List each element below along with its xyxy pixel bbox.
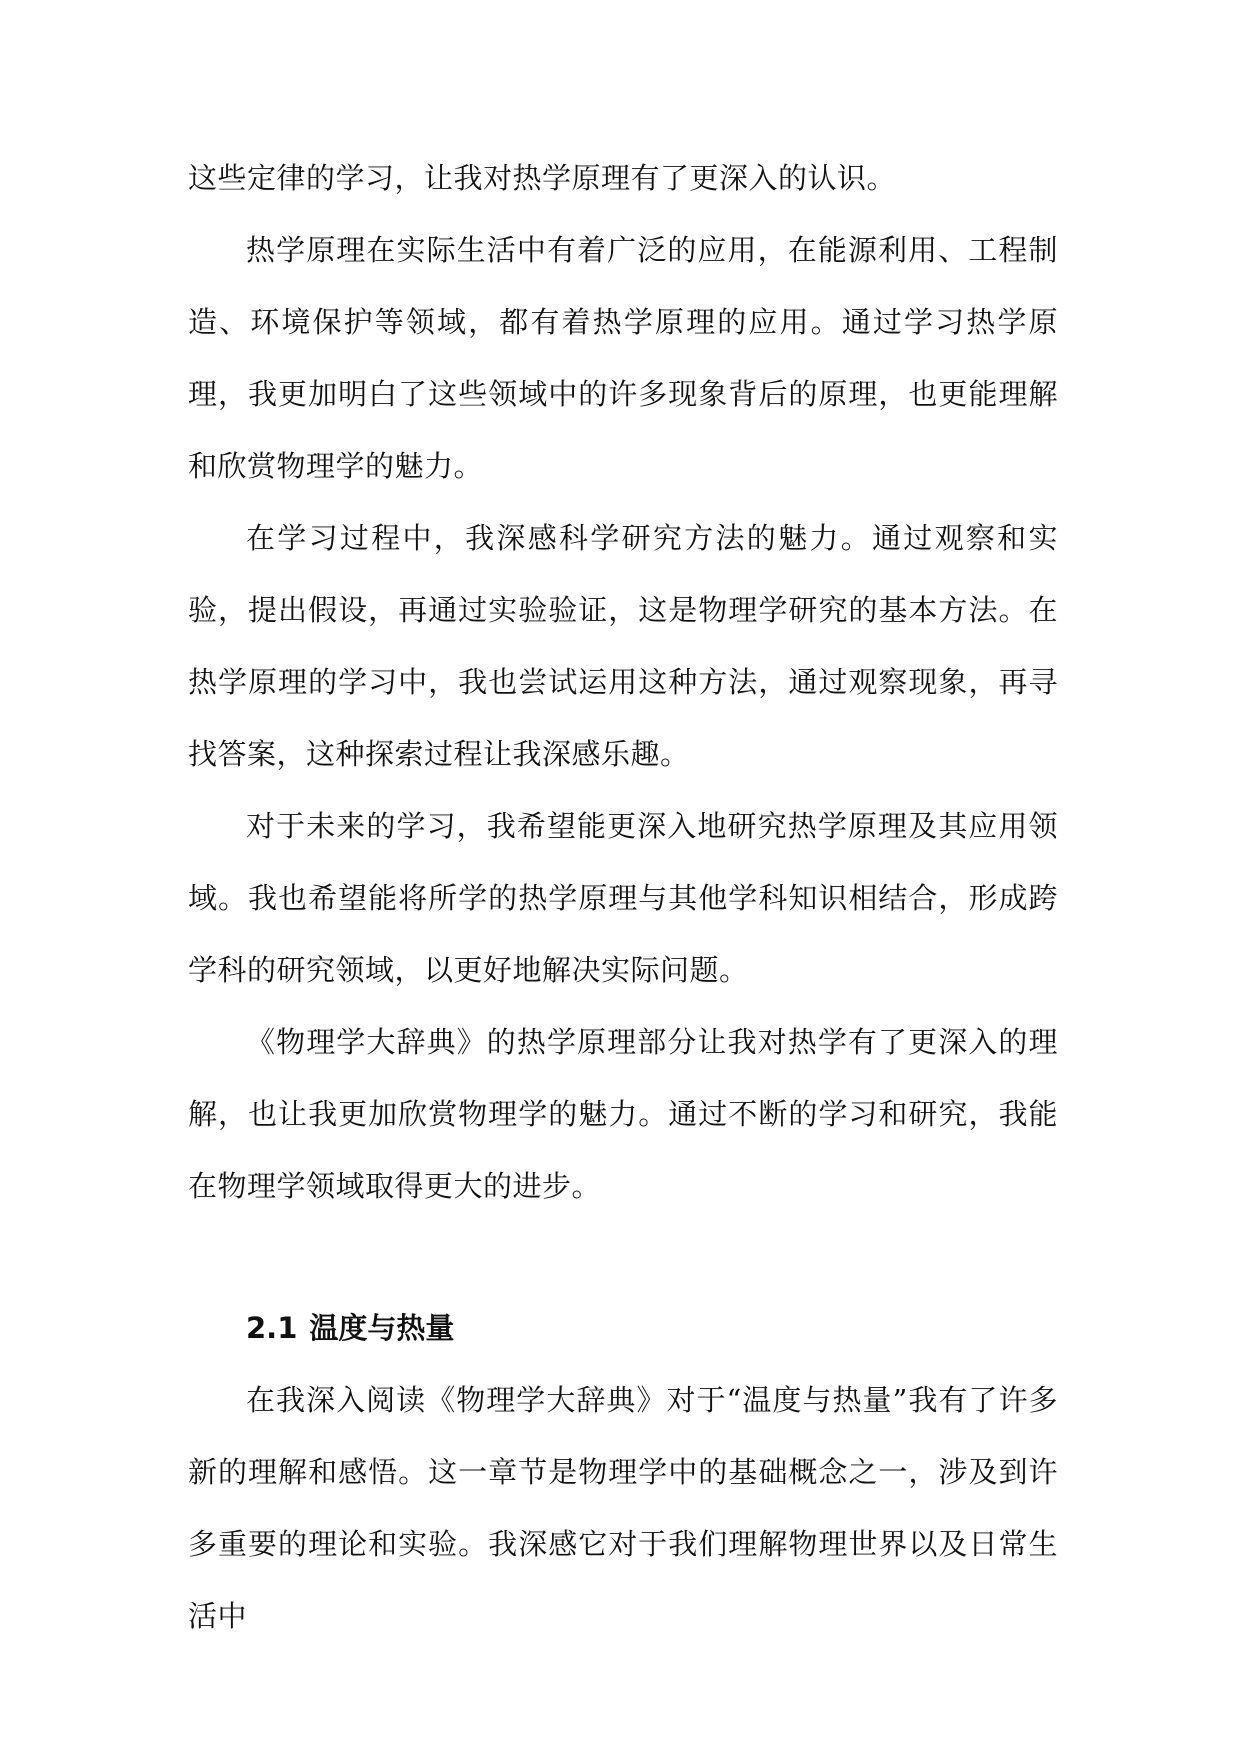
section-title: 温度与热量 (309, 1311, 455, 1345)
document-page (188, 142, 1058, 1652)
section-heading (188, 1292, 1058, 1364)
paragraph-conclusion: 《物理学大辞典》的热学原理部分让我对热学有了更深入的理解，也让我更加欣赏物理学的魅力。通过不断的学习和研究，我能在物理学领域取得更大的进步。 (188, 1025, 1058, 1203)
paragraph-continuation: 这些定律的学习，让我对热学原理有了更深入的认识。 (188, 161, 897, 195)
paragraph-future-study: 对于未来的学习，我希望能更深入地研究热学原理及其应用领域。我也希望能将所学的热学原理与其他学科知识相结合，形成跨学科的研究领域，以更好地解决实际问题。 (188, 809, 1058, 987)
section-number: 2.1 (246, 1311, 298, 1345)
paragraph-research-method: 在学习过程中，我深感科学研究方法的魅力。通过观察和实验，提出假设，再通过实验验证，这是物理学研究的基本方法。在热学原理的学习中，我也尝试运用这种方法，通过观察现象，再寻找答案，这种探索过程让我深感乐趣。 (188, 521, 1058, 771)
paragraph-applications: 热学原理在实际生活中有着广泛的应用，在能源利用、工程制造、环境保护等领域，都有着热学原理的应用。通过学习热学原理，我更加明白了这些领域中的许多现象背后的原理，也更能理解和欣赏物理学的魅力。 (188, 233, 1058, 483)
section-paragraph: 在我深入阅读《物理学大辞典》对于“温度与热量”我有了许多新的理解和感悟。这一章节是物理学中的基础概念之一，涉及到许多重要的理论和实验。我深感它对于我们理解物理世界以及日常生活中 (188, 1383, 1058, 1633)
